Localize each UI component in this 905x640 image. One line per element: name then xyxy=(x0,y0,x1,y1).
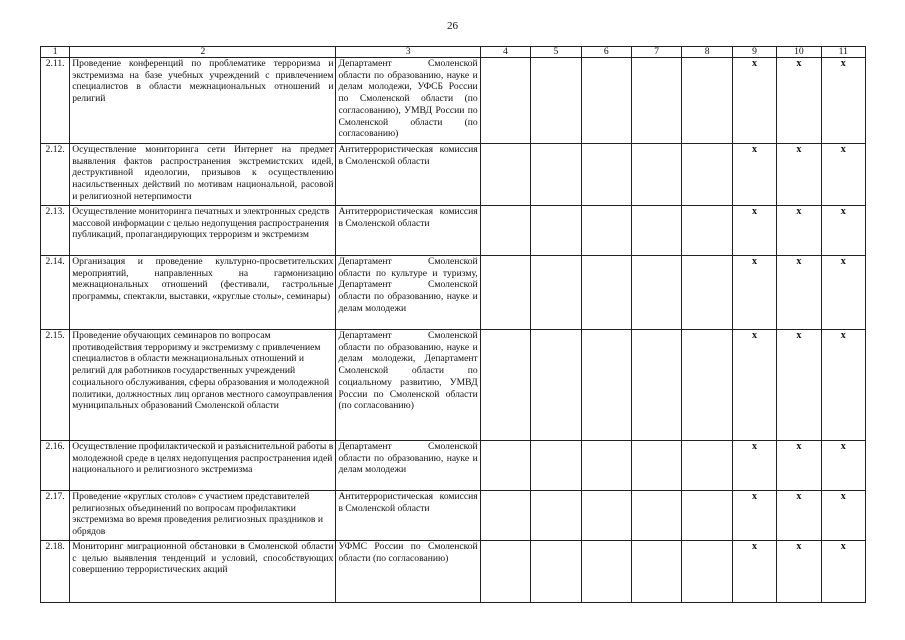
empty-cell xyxy=(682,441,732,491)
empty-cell xyxy=(631,206,681,256)
column-header: 8 xyxy=(682,47,732,58)
mark-cell: x xyxy=(821,256,865,330)
column-header: 6 xyxy=(581,47,631,58)
empty-cell xyxy=(631,58,681,144)
row-number: 2.16. xyxy=(41,441,70,491)
empty-cell xyxy=(631,330,681,441)
empty-cell xyxy=(682,541,732,603)
empty-cell xyxy=(480,58,530,144)
column-header: 11 xyxy=(821,47,865,58)
mark-cell: x xyxy=(821,541,865,603)
mark-cell: x xyxy=(732,206,776,256)
executor-cell: Антитеррористическая комиссия в Смоленской области xyxy=(336,491,480,541)
mark-cell: x xyxy=(777,491,821,541)
empty-cell xyxy=(682,256,732,330)
mark-cell: x xyxy=(821,330,865,441)
empty-cell xyxy=(480,206,530,256)
mark-cell: x xyxy=(777,58,821,144)
empty-cell xyxy=(581,541,631,603)
column-header: 4 xyxy=(480,47,530,58)
empty-cell xyxy=(531,541,581,603)
column-header: 1 xyxy=(41,47,70,58)
empty-cell xyxy=(531,491,581,541)
table-row xyxy=(41,206,866,256)
activity-cell: Осуществление мониторинга печатных и электронных средств массовой информации с целью недопущения распространения публикаций, пропагандирующих терроризм и экстремизм xyxy=(70,206,336,256)
empty-cell xyxy=(531,330,581,441)
mark-cell: x xyxy=(732,144,776,206)
executor-cell: УФМС России по Смоленской области (по согласованию) xyxy=(336,541,480,603)
plan-table xyxy=(40,46,866,603)
column-header: 3 xyxy=(336,47,480,58)
table-row xyxy=(41,256,866,330)
empty-cell xyxy=(480,441,530,491)
column-header: 5 xyxy=(531,47,581,58)
activity-cell: Осуществление профилактической и разъяснительной работы в молодежной среде в целях недопущения распространения идей национального и религиозного экстремизма xyxy=(70,441,336,491)
empty-cell xyxy=(581,256,631,330)
mark-cell: x xyxy=(732,541,776,603)
empty-cell xyxy=(631,441,681,491)
column-header: 10 xyxy=(777,47,821,58)
mark-cell: x xyxy=(732,491,776,541)
empty-cell xyxy=(581,330,631,441)
mark-cell: x xyxy=(732,58,776,144)
empty-cell xyxy=(631,256,681,330)
empty-cell xyxy=(682,58,732,144)
empty-cell xyxy=(531,58,581,144)
page-number: 26 xyxy=(447,20,458,32)
mark-cell: x xyxy=(777,206,821,256)
empty-cell xyxy=(682,330,732,441)
activity-cell: Проведение «круглых столов» с участием представителей религиозных объединений по вопросам профилактики экстремизма во время проведения религиозных праздников и обрядов xyxy=(70,491,336,541)
empty-cell xyxy=(480,256,530,330)
mark-cell: x xyxy=(777,441,821,491)
executor-cell: Департамент Смоленской области по образованию, науке и делам молодежи, Департамент Смоленской области по социальному развитию, УМВД России по Смоленской области (по согласованию) xyxy=(336,330,480,441)
mark-cell: x xyxy=(821,58,865,144)
executor-cell: Антитеррористическая комиссия в Смоленской области xyxy=(336,206,480,256)
mark-cell: x xyxy=(777,144,821,206)
empty-cell xyxy=(531,441,581,491)
activity-cell: Мониторинг миграционной обстановки в Смоленской области с целью выявления тенденций и условий, способствующих совершению террористических акций xyxy=(70,541,336,603)
empty-cell xyxy=(480,491,530,541)
empty-cell xyxy=(682,144,732,206)
mark-cell: x xyxy=(732,441,776,491)
row-number: 2.11. xyxy=(41,58,70,144)
row-number: 2.18. xyxy=(41,541,70,603)
empty-cell xyxy=(480,144,530,206)
executor-cell: Департамент Смоленской области по образованию, науке и делам молодежи, УФСБ России по Смоленской области (по согласованию), УМВД России по Смоленской области (по согласованию) xyxy=(336,58,480,144)
row-number: 2.14. xyxy=(41,256,70,330)
table-row xyxy=(41,541,866,603)
empty-cell xyxy=(531,206,581,256)
column-header: 7 xyxy=(631,47,681,58)
activity-cell: Осуществление мониторинга сети Интернет на предмет выявления фактов распространения экстремистских идей, деструктивной идеологии, призывов к осуществлению насильственных действий по мотивам национальной, расовой и религиозной нетерпимости xyxy=(70,144,336,206)
table-row xyxy=(41,58,866,144)
header-row xyxy=(41,47,866,58)
row-number: 2.13. xyxy=(41,206,70,256)
row-number: 2.12. xyxy=(41,144,70,206)
empty-cell xyxy=(480,541,530,603)
empty-cell xyxy=(631,144,681,206)
empty-cell xyxy=(581,58,631,144)
empty-cell xyxy=(631,491,681,541)
mark-cell: x xyxy=(821,206,865,256)
row-number: 2.17. xyxy=(41,491,70,541)
table-row xyxy=(41,144,866,206)
table-row xyxy=(41,441,866,491)
empty-cell xyxy=(531,256,581,330)
empty-cell xyxy=(581,491,631,541)
column-header: 9 xyxy=(732,47,776,58)
empty-cell xyxy=(631,541,681,603)
empty-cell xyxy=(480,330,530,441)
executor-cell: Антитеррористическая комиссия в Смоленской области xyxy=(336,144,480,206)
mark-cell: x xyxy=(821,144,865,206)
activity-cell: Проведение конференций по проблематике терроризма и экстремизма на базе учебных учреждений с привлечением специалистов в области межнациональных отношений и религий xyxy=(70,58,336,144)
row-number: 2.15. xyxy=(41,330,70,441)
mark-cell: x xyxy=(821,491,865,541)
mark-cell: x xyxy=(732,256,776,330)
mark-cell: x xyxy=(821,441,865,491)
activity-cell: Проведение обучающих семинаров по вопросам противодействия терроризму и экстремизму с привлечением специалистов в области межнациональных отношений и религий для работников государственных учреждений социального обслуживания, сферы образования и молодежной политики, должностных лиц органов местного самоуправления муниципальных образований Смоленской области xyxy=(70,330,336,441)
empty-cell xyxy=(682,206,732,256)
empty-cell xyxy=(531,144,581,206)
mark-cell: x xyxy=(777,330,821,441)
empty-cell xyxy=(581,206,631,256)
executor-cell: Департамент Смоленской области по образованию, науке и делам молодежи xyxy=(336,441,480,491)
column-header: 2 xyxy=(70,47,336,58)
mark-cell: x xyxy=(777,256,821,330)
table-row xyxy=(41,491,866,541)
empty-cell xyxy=(581,144,631,206)
empty-cell xyxy=(682,491,732,541)
mark-cell: x xyxy=(777,541,821,603)
mark-cell: x xyxy=(732,330,776,441)
empty-cell xyxy=(581,441,631,491)
activity-cell: Организация и проведение культурно-просветительских мероприятий, направленных на гармонизацию межнациональных отношений (фестивали, гастрольные программы, спектакли, выставки, «круглые столы», семинары) xyxy=(70,256,336,330)
table-row xyxy=(41,330,866,441)
executor-cell: Департамент Смоленской области по культуре и туризму, Департамент Смоленской области по образованию, науке и делам молодежи xyxy=(336,256,480,330)
